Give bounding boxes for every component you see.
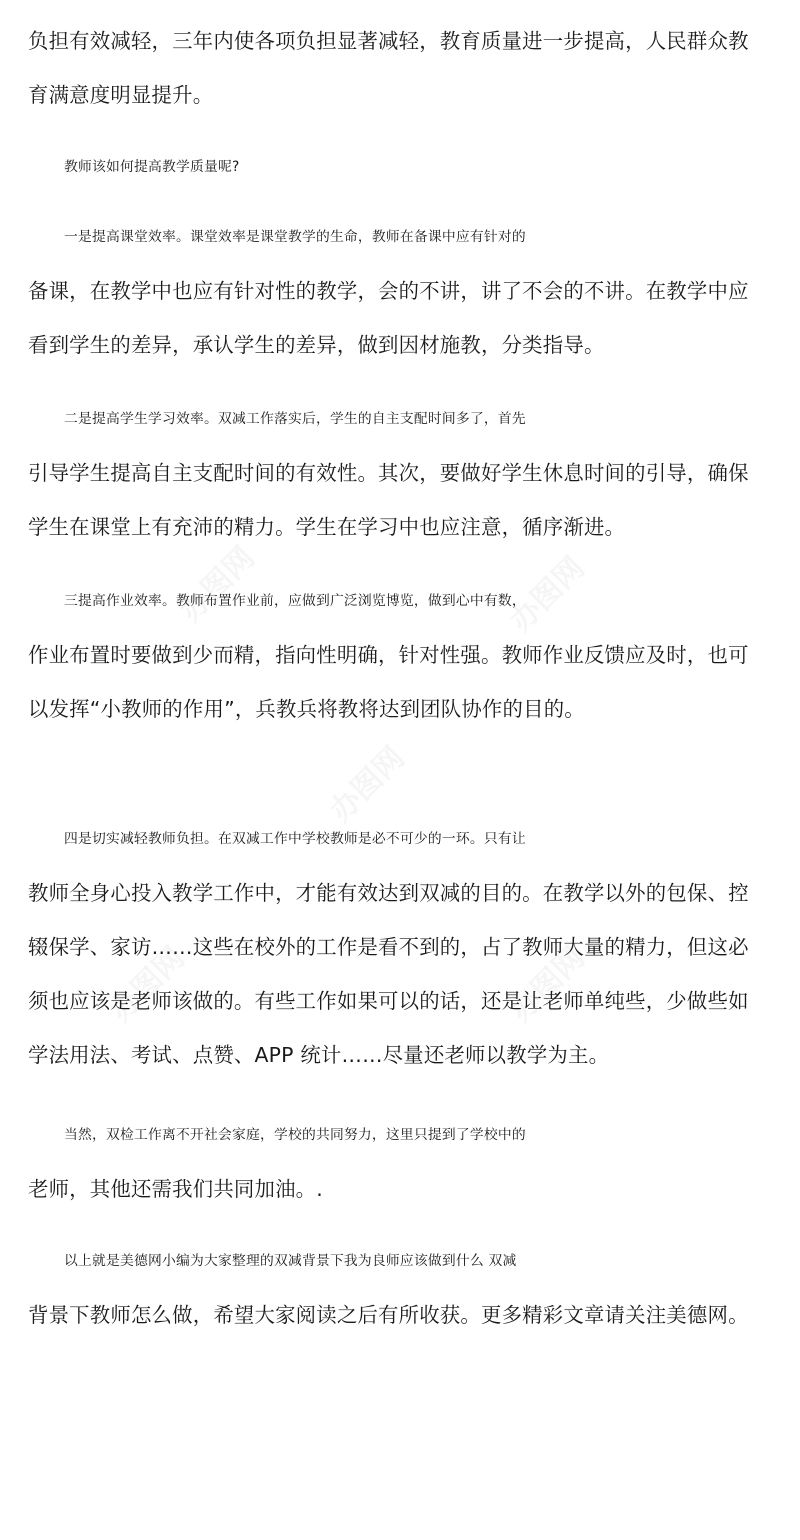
paragraph-point-three — [28, 574, 800, 628]
text-line: 四是切实减轻教师负担。在双减工作中学校教师是必不可少的一环。只有让 — [64, 831, 526, 847]
text-line: 看到学生的差异，承认学生的差异，做到因材施教，分类指导。 — [28, 333, 605, 357]
text-line: 老师，其他还需我们共同加油。. — [28, 1177, 323, 1201]
text-line: 二是提高学生学习效率。双减工作落实后，学生的自主支配时间多了，首先 — [64, 411, 526, 427]
text-line: 教师该如何提高教学质量呢? — [64, 159, 240, 175]
paragraph-point-two-cont — [28, 446, 776, 554]
text-line: 负担有效减轻，三年内使各项负担显著减轻，教育质量进一步提高，人民群众教 — [28, 29, 749, 53]
text-line: 学生在课堂上有充沛的精力。学生在学习中也应注意，循序渐进。 — [28, 515, 626, 539]
paragraph-point-three-cont — [28, 628, 776, 736]
paragraph-continuation — [28, 14, 776, 122]
text-line: 以上就是美德网小编为大家整理的双减背景下我为良师应该做到什么 双减 — [64, 1253, 517, 1269]
paragraph-point-two — [28, 392, 800, 446]
text-line: 三提高作业效率。教师布置作业前，应做到广泛浏览博览，做到心中有数， — [64, 593, 526, 609]
paragraph-closing — [28, 1234, 800, 1288]
text-line: 引导学生提高自主支配时间的有效性。其次，要做好学生休息时间的引导，确保 — [28, 461, 749, 485]
paragraph-conclusion — [28, 1108, 800, 1162]
text-line: 一是提高课堂效率。课堂效率是课堂教学的生命，教师在备课中应有针对的 — [64, 229, 526, 245]
text-line: 教师全身心投入教学工作中，才能有效达到双减的目的。在教学以外的包保、控 — [28, 881, 749, 905]
paragraph-closing-cont — [28, 1288, 776, 1342]
text-line: 育满意度明显提升。 — [28, 83, 214, 107]
paragraph-point-one — [28, 210, 800, 264]
text-line: 当然，双检工作离不开社会家庭，学校的共同努力，这里只提到了学校中的 — [64, 1127, 526, 1143]
text-line: 须也应该是老师该做的。有些工作如果可以的话，还是让老师单纯些，少做些如 — [28, 989, 749, 1013]
paragraph-point-four — [28, 812, 800, 866]
watermark: 办图网 — [173, 540, 262, 629]
text-line: 以发挥“小教师的作用”，兵教兵将教将达到团队协作的目的。 — [28, 697, 585, 721]
paragraph-point-four-cont — [28, 866, 776, 1082]
watermark: 办图网 — [103, 940, 192, 1029]
text-line: 学法用法、考试、点赞、APP 统计……尽量还老师以教学为主。 — [28, 1043, 610, 1067]
text-line: 作业布置时要做到少而精，指向性明确，针对性强。教师作业反馈应及时，也可 — [28, 643, 749, 667]
watermark: 办图网 — [323, 740, 412, 829]
paragraph-conclusion-cont — [28, 1162, 776, 1216]
watermark: 办图网 — [503, 550, 592, 639]
text-line: 备课，在教学中也应有针对性的教学，会的不讲，讲了不会的不讲。在教学中应 — [28, 279, 749, 303]
text-line: 辍保学、家访……这些在校外的工作是看不到的，占了教师大量的精力，但这必 — [28, 935, 749, 959]
paragraph-question — [28, 140, 800, 194]
text-line: 背景下教师怎么做，希望大家阅读之后有所收获。更多精彩文章请关注美德网。 — [28, 1303, 749, 1327]
watermark: 办图网 — [503, 940, 592, 1029]
paragraph-point-one-cont — [28, 264, 776, 372]
